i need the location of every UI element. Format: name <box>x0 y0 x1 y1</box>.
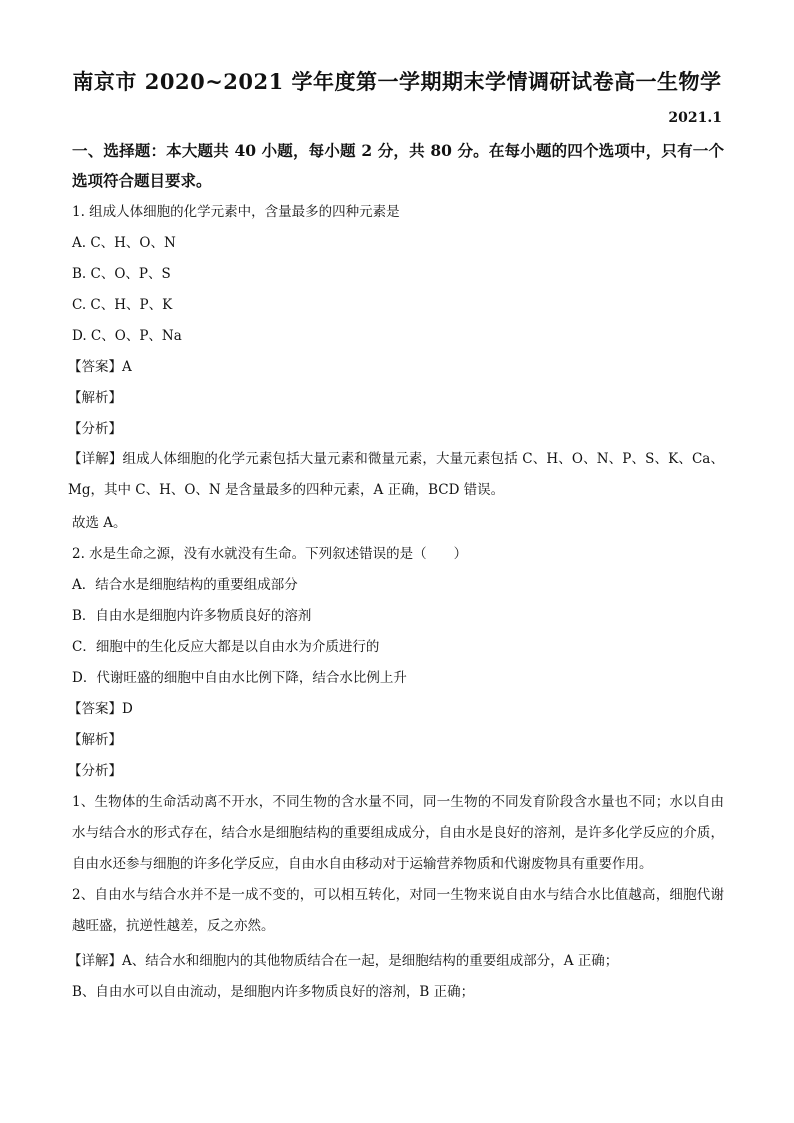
q2-option-c: C．细胞中的生化反应大都是以自由水为介质进行的 <box>72 639 380 655</box>
q2-stem: 2. 水是生命之源，没有水就没有生命。下列叙述错误的是（ ） <box>72 546 468 562</box>
q2-option-b: B．自由水是细胞内许多物质良好的溶剂 <box>72 608 312 624</box>
q1-option-d: D. C、O、P、Na <box>72 328 182 344</box>
q2-fenxi-label: 【分析】 <box>68 763 122 779</box>
q2-detail-a: 【详解】A、结合水和细胞内的其他物质结合在一起，是细胞结构的重要组成部分，A 正确； <box>68 953 619 969</box>
exam-date: 2021.1 <box>668 110 722 126</box>
q1-option-a: A. C、H、O、N <box>72 235 176 251</box>
section-heading: 一、选择题：本大题共 40 小题，每小题 2 分，共 80 分。在每小题的四个选项中，只有一个选项符合题目要求。 <box>72 141 724 190</box>
q2-analysis-1: 1、生物体的生命活动离不开水，不同生物的含水量不同，同一生物的不同发育阶段含水量也不同；水以自由水与结合水的形式存在，结合水是细胞结构的重要组成成分，自由水是良好的溶剂，是许多化学反应的介质，自由水还参与细胞的许多化学反应，自由水自由移动对于运输营养物质和代谢废物具有重要作用。 <box>72 794 724 872</box>
q2-jiexi-label: 【解析】 <box>68 732 122 748</box>
q1-detail: 【详解】组成人体细胞的化学元素包括大量元素和微量元素，大量元素包括 C、H、O、N、P、S、K、Ca、Mg，其中 C、H、O、N 是含量最多的四种元素，A 正确，BCD 错误。 <box>68 451 724 498</box>
q1-option-b: B. C、O、P、S <box>72 266 171 282</box>
q1-conclusion: 故选 A。 <box>72 515 127 531</box>
q2-detail-b: B、自由水可以自由流动，是细胞内许多物质良好的溶剂，B 正确； <box>72 984 475 1000</box>
q1-jiexi-label: 【解析】 <box>68 390 122 406</box>
q2-analysis-2: 2、自由水与结合水并不是一成不变的，可以相互转化，对同一生物来说自由水与结合水比值越高，细胞代谢越旺盛，抗逆性越差，反之亦然。 <box>72 887 724 934</box>
q2-option-a: A．结合水是细胞结构的重要组成部分 <box>72 577 298 593</box>
q1-option-c: C. C、H、P、K <box>72 297 173 313</box>
q1-fenxi-label: 【分析】 <box>68 421 122 437</box>
q1-answer: 【答案】A <box>68 359 132 375</box>
page-title: 南京市 2020~2021 学年度第一学期期末学情调研试卷高一生物学 <box>72 69 722 94</box>
q2-answer: 【答案】D <box>68 701 133 717</box>
q1-stem: 1. 组成人体细胞的化学元素中，含量最多的四种元素是 <box>72 204 400 220</box>
q2-option-d: D．代谢旺盛的细胞中自由水比例下降，结合水比例上升 <box>72 670 407 686</box>
